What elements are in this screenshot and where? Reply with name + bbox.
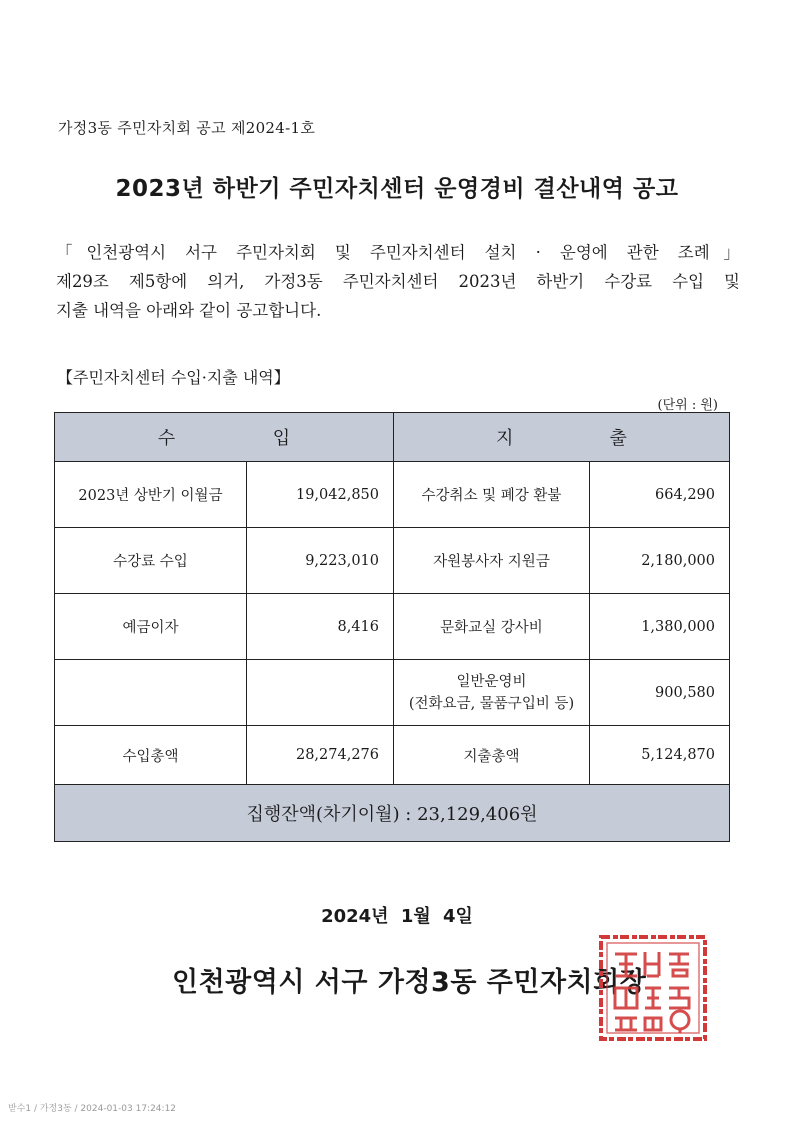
income-label [55, 660, 247, 726]
expense-amount: 900,580 [590, 660, 730, 726]
income-total-amount: 28,274,276 [247, 726, 394, 785]
income-amount: 9,223,010 [247, 528, 394, 594]
expense-label: 수강취소 및 폐강 환불 [394, 462, 590, 528]
fax-footer-stamp: 받수1 / 가정3동 / 2024-01-03 17:24:12 [8, 1104, 177, 1114]
table-total-row [55, 726, 730, 785]
notice-date: 2024년 1월 4일 [321, 906, 473, 927]
income-label: 예금이자 [55, 594, 247, 660]
expense-total-label: 지출총액 [394, 726, 590, 785]
table-balance-row [55, 785, 730, 842]
body-line: 지출 내역을 아래와 같이 공고합니다. [56, 301, 322, 320]
expense-label: 문화교실 강사비 [394, 594, 590, 660]
expense-label-main: 일반운영비 [456, 673, 527, 690]
income-total-label: 수입총액 [55, 726, 247, 785]
income-amount: 19,042,850 [247, 462, 394, 528]
document-title: 2023년 하반기 주민자치센터 운영경비 결산내역 공고 [115, 176, 679, 202]
signer-name: 인천광역시 서구 가정3동 주민자치회장 [172, 967, 647, 998]
table-header-row [55, 413, 730, 462]
expense-amount: 1,380,000 [590, 594, 730, 660]
balance-carryover: 집행잔액(차기이월) : 23,129,406원 [55, 785, 730, 842]
section-title: 【주민자치센터 수입·지출 내역】 [57, 368, 290, 387]
document-number: 가정3동 주민자치회 공고 제2024-1호 [58, 119, 316, 137]
income-label: 2023년 상반기 이월금 [55, 462, 247, 528]
income-header: 수 입 [55, 413, 394, 462]
expense-amount: 2,180,000 [590, 528, 730, 594]
income-amount [247, 660, 394, 726]
expense-label: 자원봉사자 지원금 [394, 528, 590, 594]
unit-label: (단위 : 원) [657, 398, 718, 413]
table-row [55, 528, 730, 594]
expense-label [394, 660, 590, 726]
table-row [55, 462, 730, 528]
table-row [55, 594, 730, 660]
income-label: 수강료 수입 [55, 528, 247, 594]
notice-body [56, 238, 740, 325]
expense-amount: 664,290 [590, 462, 730, 528]
official-seal-stamp [595, 932, 711, 1044]
expense-header: 지 출 [394, 413, 730, 462]
income-amount: 8,416 [247, 594, 394, 660]
income-expense-table [54, 412, 730, 842]
expense-label-sub: (전화요금, 물품구입비 등) [408, 695, 575, 712]
body-line: 「인천광역시 서구 주민자치회 및 주민자치센터 설치 · 운영에 관한 조례」 [56, 243, 740, 262]
table-row [55, 660, 730, 726]
body-line: 제29조 제5항에 의거, 가정3동 주민자치센터 2023년 하반기 수강료 수입 및 [56, 272, 740, 291]
expense-total-amount: 5,124,870 [590, 726, 730, 785]
